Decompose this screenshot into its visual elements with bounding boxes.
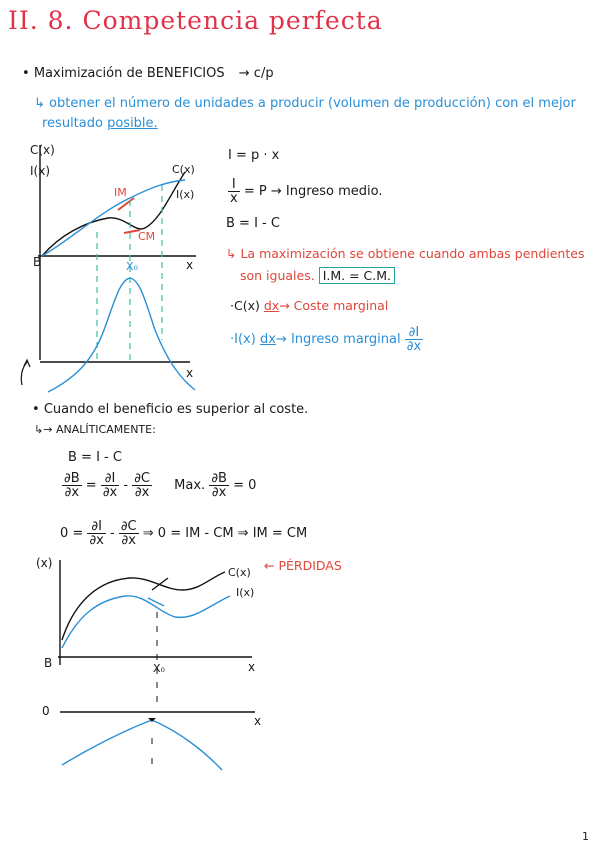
eq2-c-num: ∂C <box>134 471 151 486</box>
eq3-rest: ⇒ 0 = IM - CM ⇒ IM = CM <box>142 526 308 541</box>
bullet-icon: • <box>22 66 30 81</box>
red-note-text: La maximización se obtiene cuando ambas pendientes <box>240 246 585 261</box>
formula-income: I = p · x <box>228 148 280 163</box>
formula-avg-income <box>228 178 383 205</box>
eq2-b-den: ∂x <box>102 485 118 500</box>
mc-label: Coste marginal <box>293 298 389 313</box>
graph3-ylabel: (x) <box>36 556 53 570</box>
graph4-curve <box>62 720 222 770</box>
mi-num: ∂I <box>405 326 423 340</box>
graph3-x-label: x <box>248 660 256 674</box>
eq3: 0 = $\frac{\partial I}{\partial x}$ - $\frac{\partial C}{\partial x}$ ⇒ 0 = IM - CM ⇒ IM = CM <box>60 519 308 548</box>
arrow-icon-2: ↳→ <box>34 423 53 436</box>
graph3-tangent-c <box>152 578 168 590</box>
graph4-x-label: x <box>254 714 262 728</box>
f2-rest: = P → Ingreso medio. <box>243 184 383 199</box>
eq2-max: Max. <box>174 478 206 493</box>
graph1-x0-label: X₀ <box>126 260 138 273</box>
section-heading-suffix: → c/p <box>238 66 274 81</box>
graph2-x-label: x <box>186 366 194 380</box>
mi-prefix: ·I(x) <box>230 332 256 347</box>
blue-note-underlined: posible. <box>107 116 158 131</box>
graph1 <box>21 145 196 392</box>
graph1-curve-c-label: C(x) <box>172 163 195 176</box>
eq3-b-num: ∂C <box>120 519 137 534</box>
eq2-max-rest: = 0 <box>233 478 257 493</box>
eq3-b-den: ∂x <box>121 533 136 548</box>
eq2-max-den: ∂x <box>211 485 227 500</box>
arrow-icon: ↳ <box>34 96 45 111</box>
graph1-ylabel-top: C(x) <box>30 143 55 157</box>
eq2-c-den: ∂x <box>134 485 150 500</box>
eq2: $\frac{\partial B}{\partial x}$ = $\frac{\partial I}{\partial x}$ - $\frac{\partial C}{\partial x}$ Max. $\frac{\partial B}{\partial x}$ = 0 <box>64 471 257 500</box>
graph2-bell-curve <box>48 278 195 392</box>
graph3-cost-curve <box>62 572 225 640</box>
eq2-max-num: ∂B <box>211 471 227 486</box>
graph3-b-label: B <box>44 656 53 670</box>
section2-arrow-label <box>34 423 156 436</box>
graph1-cm-label: CM <box>138 230 156 243</box>
eq2-a-num: ∂B <box>64 471 80 486</box>
formula-benefit: B = I - C <box>226 216 280 231</box>
graph3-income-curve <box>62 596 230 648</box>
graph1-im-label: IM <box>114 186 127 199</box>
mi-den: ∂x <box>406 339 422 354</box>
analiticamente-text: ANALÍTICAMENTE: <box>55 423 156 436</box>
perdidas-text: PÉRDIDAS <box>278 558 342 573</box>
eq2-b-num: ∂I <box>101 472 119 486</box>
page-number: 1 <box>582 830 589 843</box>
red-note-text2: son iguales. <box>240 268 315 283</box>
graph1-b-label: B <box>33 255 42 269</box>
mc-prefix: ·C(x) <box>230 298 260 313</box>
graph3-x0-label: X₀ <box>153 662 165 675</box>
eq2-a-den: ∂x <box>64 485 80 500</box>
eq3-lead: 0 = <box>60 526 84 541</box>
red-note-line1 <box>226 246 584 261</box>
mc-d: dx <box>263 298 280 313</box>
mi-label: Ingreso marginal <box>290 332 401 347</box>
red-note-line2 <box>240 268 395 283</box>
graph1-curve-i-label: I(x) <box>176 188 195 201</box>
section2-bullet <box>32 402 308 417</box>
graph1-x-label: x <box>186 258 194 272</box>
eq3-a-num: ∂I <box>87 520 105 534</box>
perdidas-label <box>264 558 342 573</box>
eq3-a-den: ∂x <box>89 533 104 548</box>
bullet-icon-2: • <box>32 402 40 417</box>
graph4-zero-label: 0 <box>42 704 50 718</box>
arrow-icon-red: ↳ <box>226 246 237 261</box>
section2-bullet-text: Cuando el beneficio es superior al coste. <box>43 402 309 417</box>
page-title: II. 8. Competencia perfecta <box>8 6 383 35</box>
marginal-cost-line: ·C(x) dx→ Coste marginal <box>230 298 389 313</box>
blue-note-text: obtener el número de unidades a producir (volumen de producción) con el mejor <box>49 96 576 111</box>
im-cm-box: I.M. = C.M. <box>319 267 395 284</box>
graph3-tangent-i <box>148 598 164 606</box>
eq1: B = I - C <box>68 450 122 465</box>
f2-num: I <box>228 178 240 192</box>
graph3-curve-i-label: I(x) <box>236 586 255 599</box>
marginal-income-line: ·I(x) dx→ Ingreso marginal $\frac{\partial I}{\partial x}$ <box>230 325 422 354</box>
f2-den: x <box>230 191 238 206</box>
section-heading-text: Maximización de BENEFICIOS <box>33 66 225 81</box>
blue-note-text2: resultado <box>42 116 103 131</box>
graph1-ylabel-bottom: I(x) <box>30 164 51 178</box>
arrow-left-icon: ← <box>264 558 275 573</box>
graph3-curve-c-label: C(x) <box>228 566 251 579</box>
mi-d: dx <box>259 332 276 347</box>
